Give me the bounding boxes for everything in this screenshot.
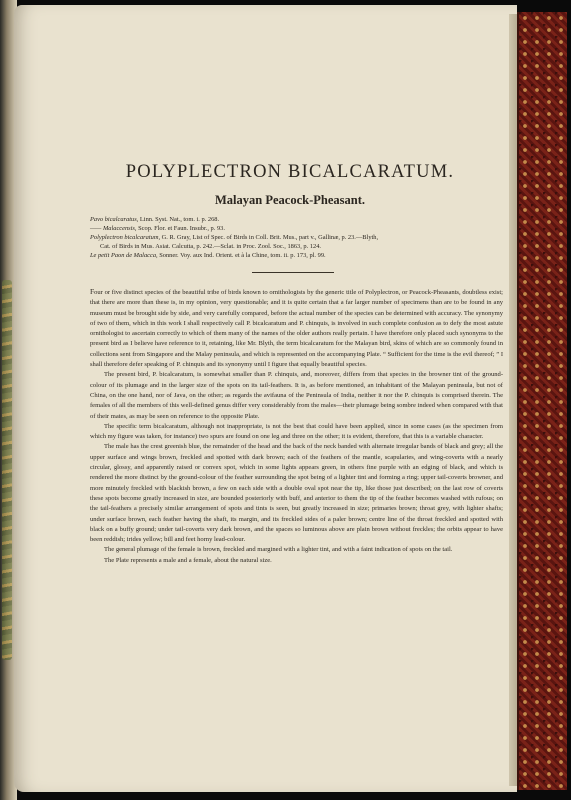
facing-page-illustration-edge [2, 280, 12, 660]
paragraph: The present bird, P. bicalcaratum, is somewhat smaller than P. chinquis, and, moreover, differs from that species in the browner tint of the ground-colour of its plumage and in the larger size of the spots on its tail-feathers. It is, as before mentioned, an inhabitant of the Malayan peninsula, but not of China, on the one hand, nor of Java, on the other; as regards the avifauna of the Peninsula of India, neither it nor the P. chinquis is comprised therein. The females of all the members of this well-defined genus differ very considerably from the males—their plumage being sombre indeed when compared with that of their mates, as may be seen on reference to the opposite Plate. [90, 371, 503, 420]
synonym-line [90, 215, 500, 224]
paragraph: Four or five distinct species of the beautiful tribe of birds known to ornithologists by the generic title of Polyplectron, or Peacock-Pheasants, doubtless exist; that there are more than these is, in my opinion, very questionable; and it is quite certain that a far larger number of specimens than are to be found in any museum must be brought side by side, and very carefully compared, before the actual number of the species can be determined with accuracy. The synonymy of two of them, which in this work I shall respectively call P. bicalcaratum and P. chinquis, is involved in such complete confusion as to defy the most astute ornithologist to ascertain correctly to which of them many of the names of the older authors really pertain. I have therefore only placed such synonyms to the present bird as I believe have reference to it, retaining, like Mr. Blyth, the term bicalcaratum for the Malayan bird, skins of which are so commonly found in collections sent from Singapore and the Malay peninsula, and which is represented on the accompanying Plate. “ Sufficient for the time is the evil thereof; ” I shall therefore defer speaking of P. chinquis and its synonymy until I figure that equally beautiful species. [90, 287, 503, 369]
section-divider [252, 272, 334, 273]
synonym-line [90, 251, 500, 260]
synonym-name: Pavo bicalcaratus, [90, 216, 139, 223]
paragraph: The Plate represents a male and a female, about the natural size. [104, 556, 272, 564]
synonym-reference: Cat. of Birds in Mus. Asiat. Calcutta, p. 242.—Sclat. in Proc. Zool. Soc., 1863, p. 124. [100, 243, 321, 250]
synonym-reference: Linn. Syst. Nat., tom. i. p. 268. [139, 216, 220, 223]
synonym-line [90, 233, 500, 242]
synonym-reference: Scop. Flor. et Faun. Insubr., p. 93. [138, 225, 225, 232]
species-title: POLYPLECTRON BICALCARATUM. [125, 162, 455, 182]
synonym-line-continued [100, 242, 510, 251]
paragraph: The specific term bicalcaratum, although not inappropriate, is not the best that could have been applied, since in some cases (as the specimen from which my figure was taken, for instance) two spurs are found on one leg and three on the other; it is evident, therefore, that this is a variable character. [90, 422, 503, 441]
paragraph: The general plumage of the female is brown, freckled and margined with a lighter tint, and with a faint indication of spots on the tail. [104, 546, 453, 554]
synonym-reference: G. R. Gray, List of Spec. of Birds in Coll. Brit. Mus., part v., Gallinæ, p. 23.—Blyth, [161, 234, 379, 241]
synonym-line [90, 224, 500, 233]
common-name: Malayan Peacock-Pheasant. [215, 193, 365, 207]
synonym-reference: Sonner. Voy. aux Ind. Orient. et à la Chine, tom. ii. p. 173, pl. 99. [159, 252, 326, 259]
paragraph: The male has the crest greenish blue, the remainder of the head and the back of the neck banded with alternate irregular bands of black and grey; all the upper surface and wings brown, freckled and spotted with dark brown; each of the feathers of the mantle, scapularies, and wing-coverts with a nearly circular, glossy, and apparently raised or convex spot, which in some lights appears green, in others fine purple with an edging of black, and which is rendered the more distinct by the ground-colour of the feather surrounding the spot being of a lighter tint and forming a ring; upper tail-coverts browner, and more minutely freckled with blackish brown, a few on each side with a double oval spot near the tip, like those just described; on the last row of coverts these spots become greatly increased in size, are bounded posteriorly with buff, and anterior to them the tip of the feather becomes washed with rufous; on the tail-feathers a precisely similar arrangement of spots and tints is seen, but greatly increased in size; primaries brown; throat grey, with lighter shafts; under surface brown, each feather having the shaft, its margin, and its freckled sides of a paler brown; centre line of the throat freckled and spotted with black on a buffy ground; under tail-coverts very dark brown, and the spaces so luminous above are plain brown without freckles; the orbits appear to have been reddish; irides yellow; bill and feet horny lead-colour. [90, 443, 503, 544]
page-stack-edge [509, 14, 517, 786]
synonym-name: —— Malaccensis, [90, 225, 137, 232]
article-body [90, 287, 503, 566]
marbled-endpaper [517, 12, 567, 790]
synonym-name: Polyplectron bicalcaratum, [90, 234, 161, 241]
synonym-name: Le petit Paon de Malacca, [90, 252, 158, 259]
